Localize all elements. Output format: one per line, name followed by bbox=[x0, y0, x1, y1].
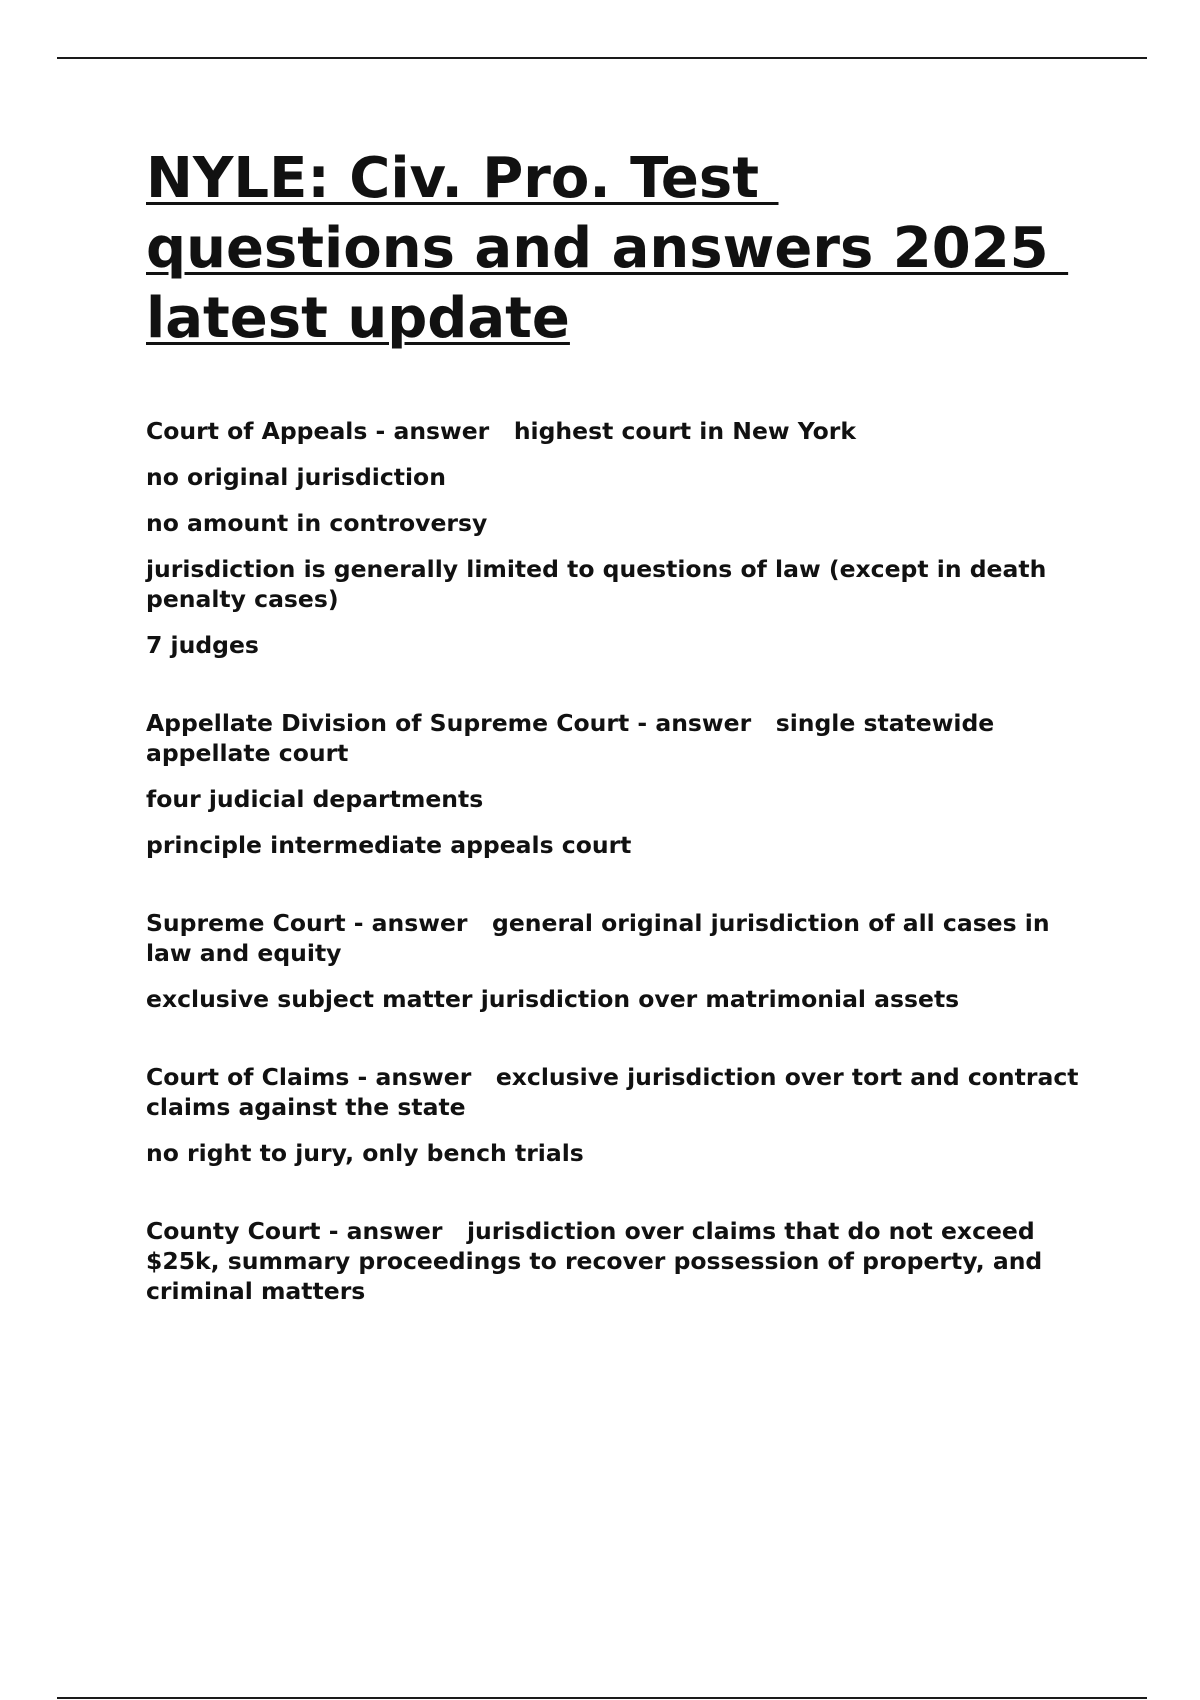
qa-detail: 7 judges bbox=[146, 631, 259, 659]
qa-item-appellate-division bbox=[146, 708, 1081, 860]
qa-item-county-court bbox=[146, 1216, 1081, 1306]
qa-detail: no right to jury, only bench trials bbox=[146, 1139, 584, 1167]
qa-detail: no original jurisdiction bbox=[146, 463, 446, 491]
qa-detail: four judicial departments bbox=[146, 785, 484, 813]
qa-item-court-of-appeals bbox=[146, 416, 1081, 660]
qa-question-answer: Supreme Court - answer general original jurisdiction of all cases in law and equity bbox=[146, 909, 1058, 967]
document-title: NYLE: Civ. Pro. Test questions and answers 2025 latest update bbox=[146, 146, 1049, 351]
bottom-divider bbox=[57, 1697, 1147, 1699]
qa-item-supreme-court bbox=[146, 908, 1081, 1014]
qa-detail: exclusive subject matter jurisdiction over matrimonial assets bbox=[146, 985, 960, 1013]
qa-question-answer: Appellate Division of Supreme Court - answer single statewide appellate court bbox=[146, 709, 1003, 767]
qa-detail: jurisdiction is generally limited to questions of law (except in death penalty cases) bbox=[146, 555, 1055, 613]
top-divider bbox=[57, 57, 1147, 59]
qa-list bbox=[146, 416, 1087, 1306]
document-page bbox=[146, 144, 1087, 1354]
qa-item-court-of-claims bbox=[146, 1062, 1087, 1168]
qa-detail: no amount in controversy bbox=[146, 509, 488, 537]
qa-question-answer: Court of Claims - answer exclusive jurisdiction over tort and contract claims against the state bbox=[146, 1063, 1087, 1121]
qa-detail: principle intermediate appeals court bbox=[146, 831, 632, 859]
qa-question-answer: Court of Appeals - answer highest court in New York bbox=[146, 417, 856, 445]
qa-question-answer: County Court - answer jurisdiction over claims that do not exceed $25k, summary proceedings to recover possession of property, and criminal matters bbox=[146, 1217, 1051, 1305]
